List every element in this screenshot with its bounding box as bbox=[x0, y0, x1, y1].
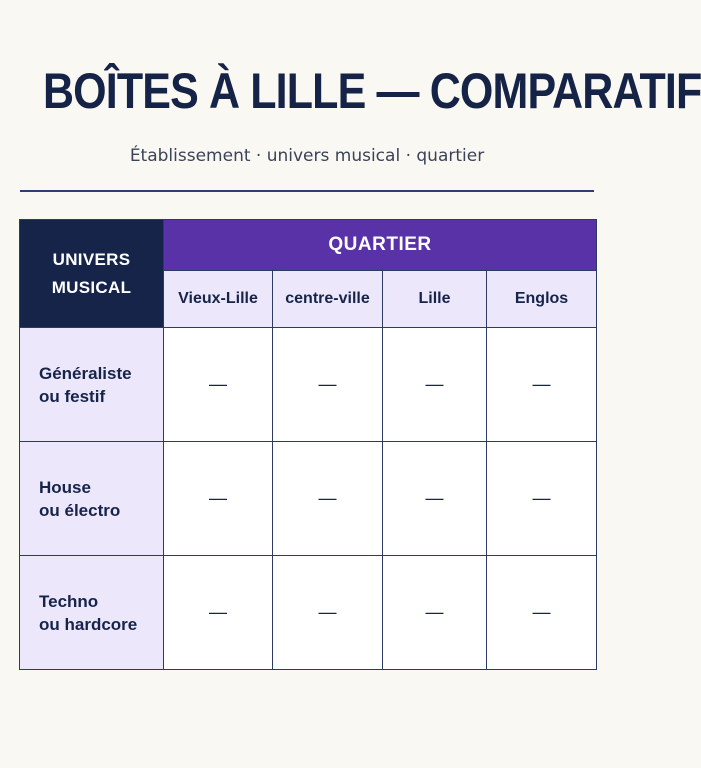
column-header-lille: Lille bbox=[383, 271, 487, 328]
comparison-table bbox=[19, 219, 597, 670]
table-cell: — bbox=[487, 556, 597, 670]
table-cell: — bbox=[273, 328, 383, 442]
row-label-line1: Techno bbox=[39, 591, 99, 611]
table-row bbox=[20, 442, 597, 556]
row-header-techno bbox=[20, 556, 164, 670]
row-label-line1: Généraliste bbox=[39, 363, 132, 383]
corner-label-line1: UNIVERS bbox=[52, 249, 131, 269]
row-label-line2: ou hardcore bbox=[39, 614, 138, 634]
column-header-centre-ville: centre-ville bbox=[273, 271, 383, 328]
table-cell: — bbox=[383, 442, 487, 556]
row-header-generaliste bbox=[20, 328, 164, 442]
table-cell: — bbox=[487, 328, 597, 442]
table-cell: — bbox=[164, 442, 273, 556]
column-header-vieux-lille: Vieux-Lille bbox=[164, 271, 273, 328]
table-cell: — bbox=[273, 442, 383, 556]
corner-header bbox=[20, 220, 164, 328]
column-header-englos: Englos bbox=[487, 271, 597, 328]
corner-label-line2: MUSICAL bbox=[51, 277, 132, 297]
table-cell: — bbox=[383, 556, 487, 670]
row-label-line1: House bbox=[39, 477, 91, 497]
table-row bbox=[20, 556, 597, 670]
row-label-line2: ou festif bbox=[39, 386, 106, 406]
row-label-line2: ou électro bbox=[39, 500, 121, 520]
table-cell: — bbox=[383, 328, 487, 442]
page-subtitle: Établissement · univers musical · quartier bbox=[129, 146, 485, 166]
table-cell: — bbox=[164, 328, 273, 442]
quartier-group-header: QUARTIER bbox=[164, 220, 597, 271]
table-cell: — bbox=[273, 556, 383, 670]
table-row bbox=[20, 328, 597, 442]
row-header-house bbox=[20, 442, 164, 556]
table-cell: — bbox=[487, 442, 597, 556]
table-cell: — bbox=[164, 556, 273, 670]
page-title: BOÎTES À LILLE — COMPARATIF bbox=[42, 63, 701, 119]
title-divider bbox=[20, 190, 594, 192]
